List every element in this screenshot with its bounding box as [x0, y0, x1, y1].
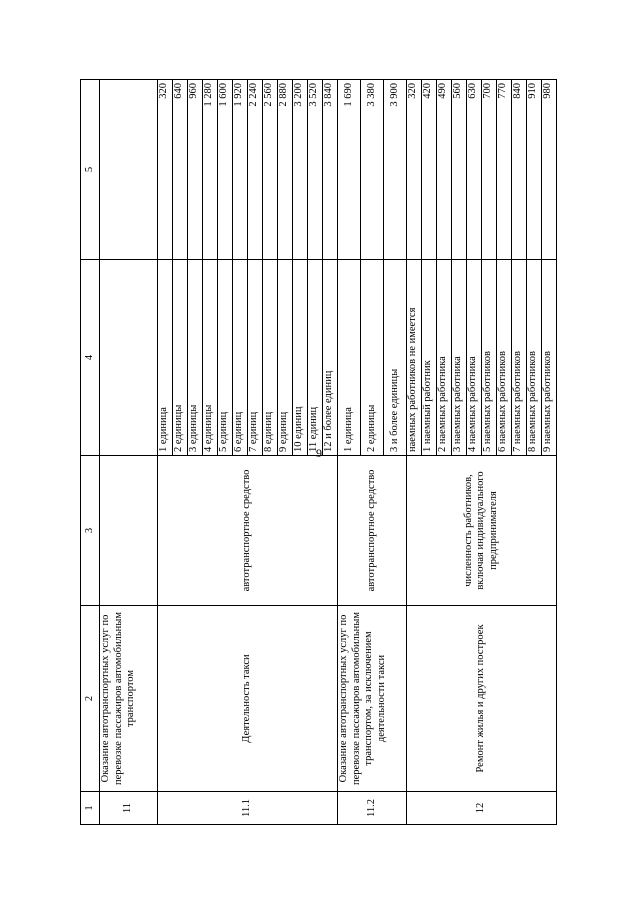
value-cell: 8 единиц [263, 260, 278, 456]
header-row [81, 80, 100, 825]
amount-cell: 1 600 [218, 80, 233, 260]
amount-cell: 1 280 [203, 80, 218, 260]
header-col-1: 1 [81, 792, 100, 825]
amount-cell: 910 [527, 80, 542, 260]
page-number: 9 [316, 446, 322, 460]
value-cell: 4 наемных работника [467, 260, 482, 456]
row-11-activity: Оказание автотранспортных услуг по перевозке пассажиров автомобильным транспортом [100, 606, 158, 792]
amount-cell: 960 [188, 80, 203, 260]
amount-cell: 2 880 [278, 80, 293, 260]
value-cell: 2 наемных работника [437, 260, 452, 456]
value-cell: 3 и более единицы [384, 260, 407, 456]
amount-cell: 1 690 [338, 80, 361, 260]
value-cell: 1 единица [158, 260, 173, 456]
block-11-1-row [158, 80, 173, 825]
amount-cell: 560 [452, 80, 467, 260]
amount-cell: 3 840 [323, 80, 338, 260]
block-11-2-row [338, 80, 361, 825]
rotated-table-container [80, 80, 555, 825]
value-cell: наемных работников не имеется [407, 260, 422, 456]
block-11-1-indicator: автотранспортное средство [158, 456, 338, 606]
value-cell: 2 единицы [173, 260, 188, 456]
amount-cell: 770 [497, 80, 512, 260]
block-11-2-indicator: автотранспортное средство [338, 456, 407, 606]
value-cell: 8 наемных работников [527, 260, 542, 456]
block-11-1-activity: Деятельность такси [158, 606, 338, 792]
block-12-row [407, 80, 422, 825]
amount-cell: 3 900 [384, 80, 407, 260]
block-12-indicator: численность работников, включая индивидуального предпринимателя [407, 456, 557, 606]
row-11-indicator [100, 456, 158, 606]
value-cell: 6 наемных работников [497, 260, 512, 456]
amount-cell: 3 380 [361, 80, 384, 260]
tariff-table [80, 79, 557, 825]
value-cell: 9 единиц [278, 260, 293, 456]
value-cell: 2 единицы [361, 260, 384, 456]
amount-cell: 3 200 [293, 80, 308, 260]
tariff-table-body [81, 80, 557, 825]
amount-cell: 320 [407, 80, 422, 260]
value-cell: 5 единиц [218, 260, 233, 456]
amount-cell: 640 [173, 80, 188, 260]
amount-cell: 3 520 [308, 80, 323, 260]
amount-cell: 2 560 [263, 80, 278, 260]
amount-cell: 1 920 [233, 80, 248, 260]
amount-cell: 320 [158, 80, 173, 260]
amount-cell: 840 [512, 80, 527, 260]
row-11-value [100, 260, 158, 456]
row-11 [100, 80, 158, 825]
block-11-1-code: 11.1 [158, 792, 338, 825]
amount-cell: 630 [467, 80, 482, 260]
header-col-3: 3 [81, 456, 100, 606]
block-12-activity: Ремонт жилья и других построек [407, 606, 557, 792]
value-cell: 1 наемный работник [422, 260, 437, 456]
value-cell: 3 наемных работника [452, 260, 467, 456]
value-cell: 10 единиц [293, 260, 308, 456]
amount-cell: 420 [422, 80, 437, 260]
header-col-5: 5 [81, 80, 100, 260]
amount-cell: 700 [482, 80, 497, 260]
value-cell: 7 единиц [248, 260, 263, 456]
row-11-amount [100, 80, 158, 260]
value-cell: 1 единица [338, 260, 361, 456]
value-cell: 5 наемных работников [482, 260, 497, 456]
value-cell: 3 единицы [188, 260, 203, 456]
value-cell: 4 единицы [203, 260, 218, 456]
value-cell: 6 единиц [233, 260, 248, 456]
block-12-code: 12 [407, 792, 557, 825]
amount-cell: 980 [542, 80, 557, 260]
header-col-2: 2 [81, 606, 100, 792]
block-11-2-code: 11.2 [338, 792, 407, 825]
row-11-code: 11 [100, 792, 158, 825]
value-cell: 11 единиц [308, 260, 323, 456]
header-col-4: 4 [81, 260, 100, 456]
value-cell: 12 и более единиц [323, 260, 338, 456]
amount-cell: 490 [437, 80, 452, 260]
amount-cell: 2 240 [248, 80, 263, 260]
block-11-2-activity: Оказание автотранспортных услуг по перевозке пассажиров автомобильным транспортом, за исключением деятельности такси [338, 606, 407, 792]
value-cell: 9 наемных работников [542, 260, 557, 456]
value-cell: 7 наемных работников [512, 260, 527, 456]
